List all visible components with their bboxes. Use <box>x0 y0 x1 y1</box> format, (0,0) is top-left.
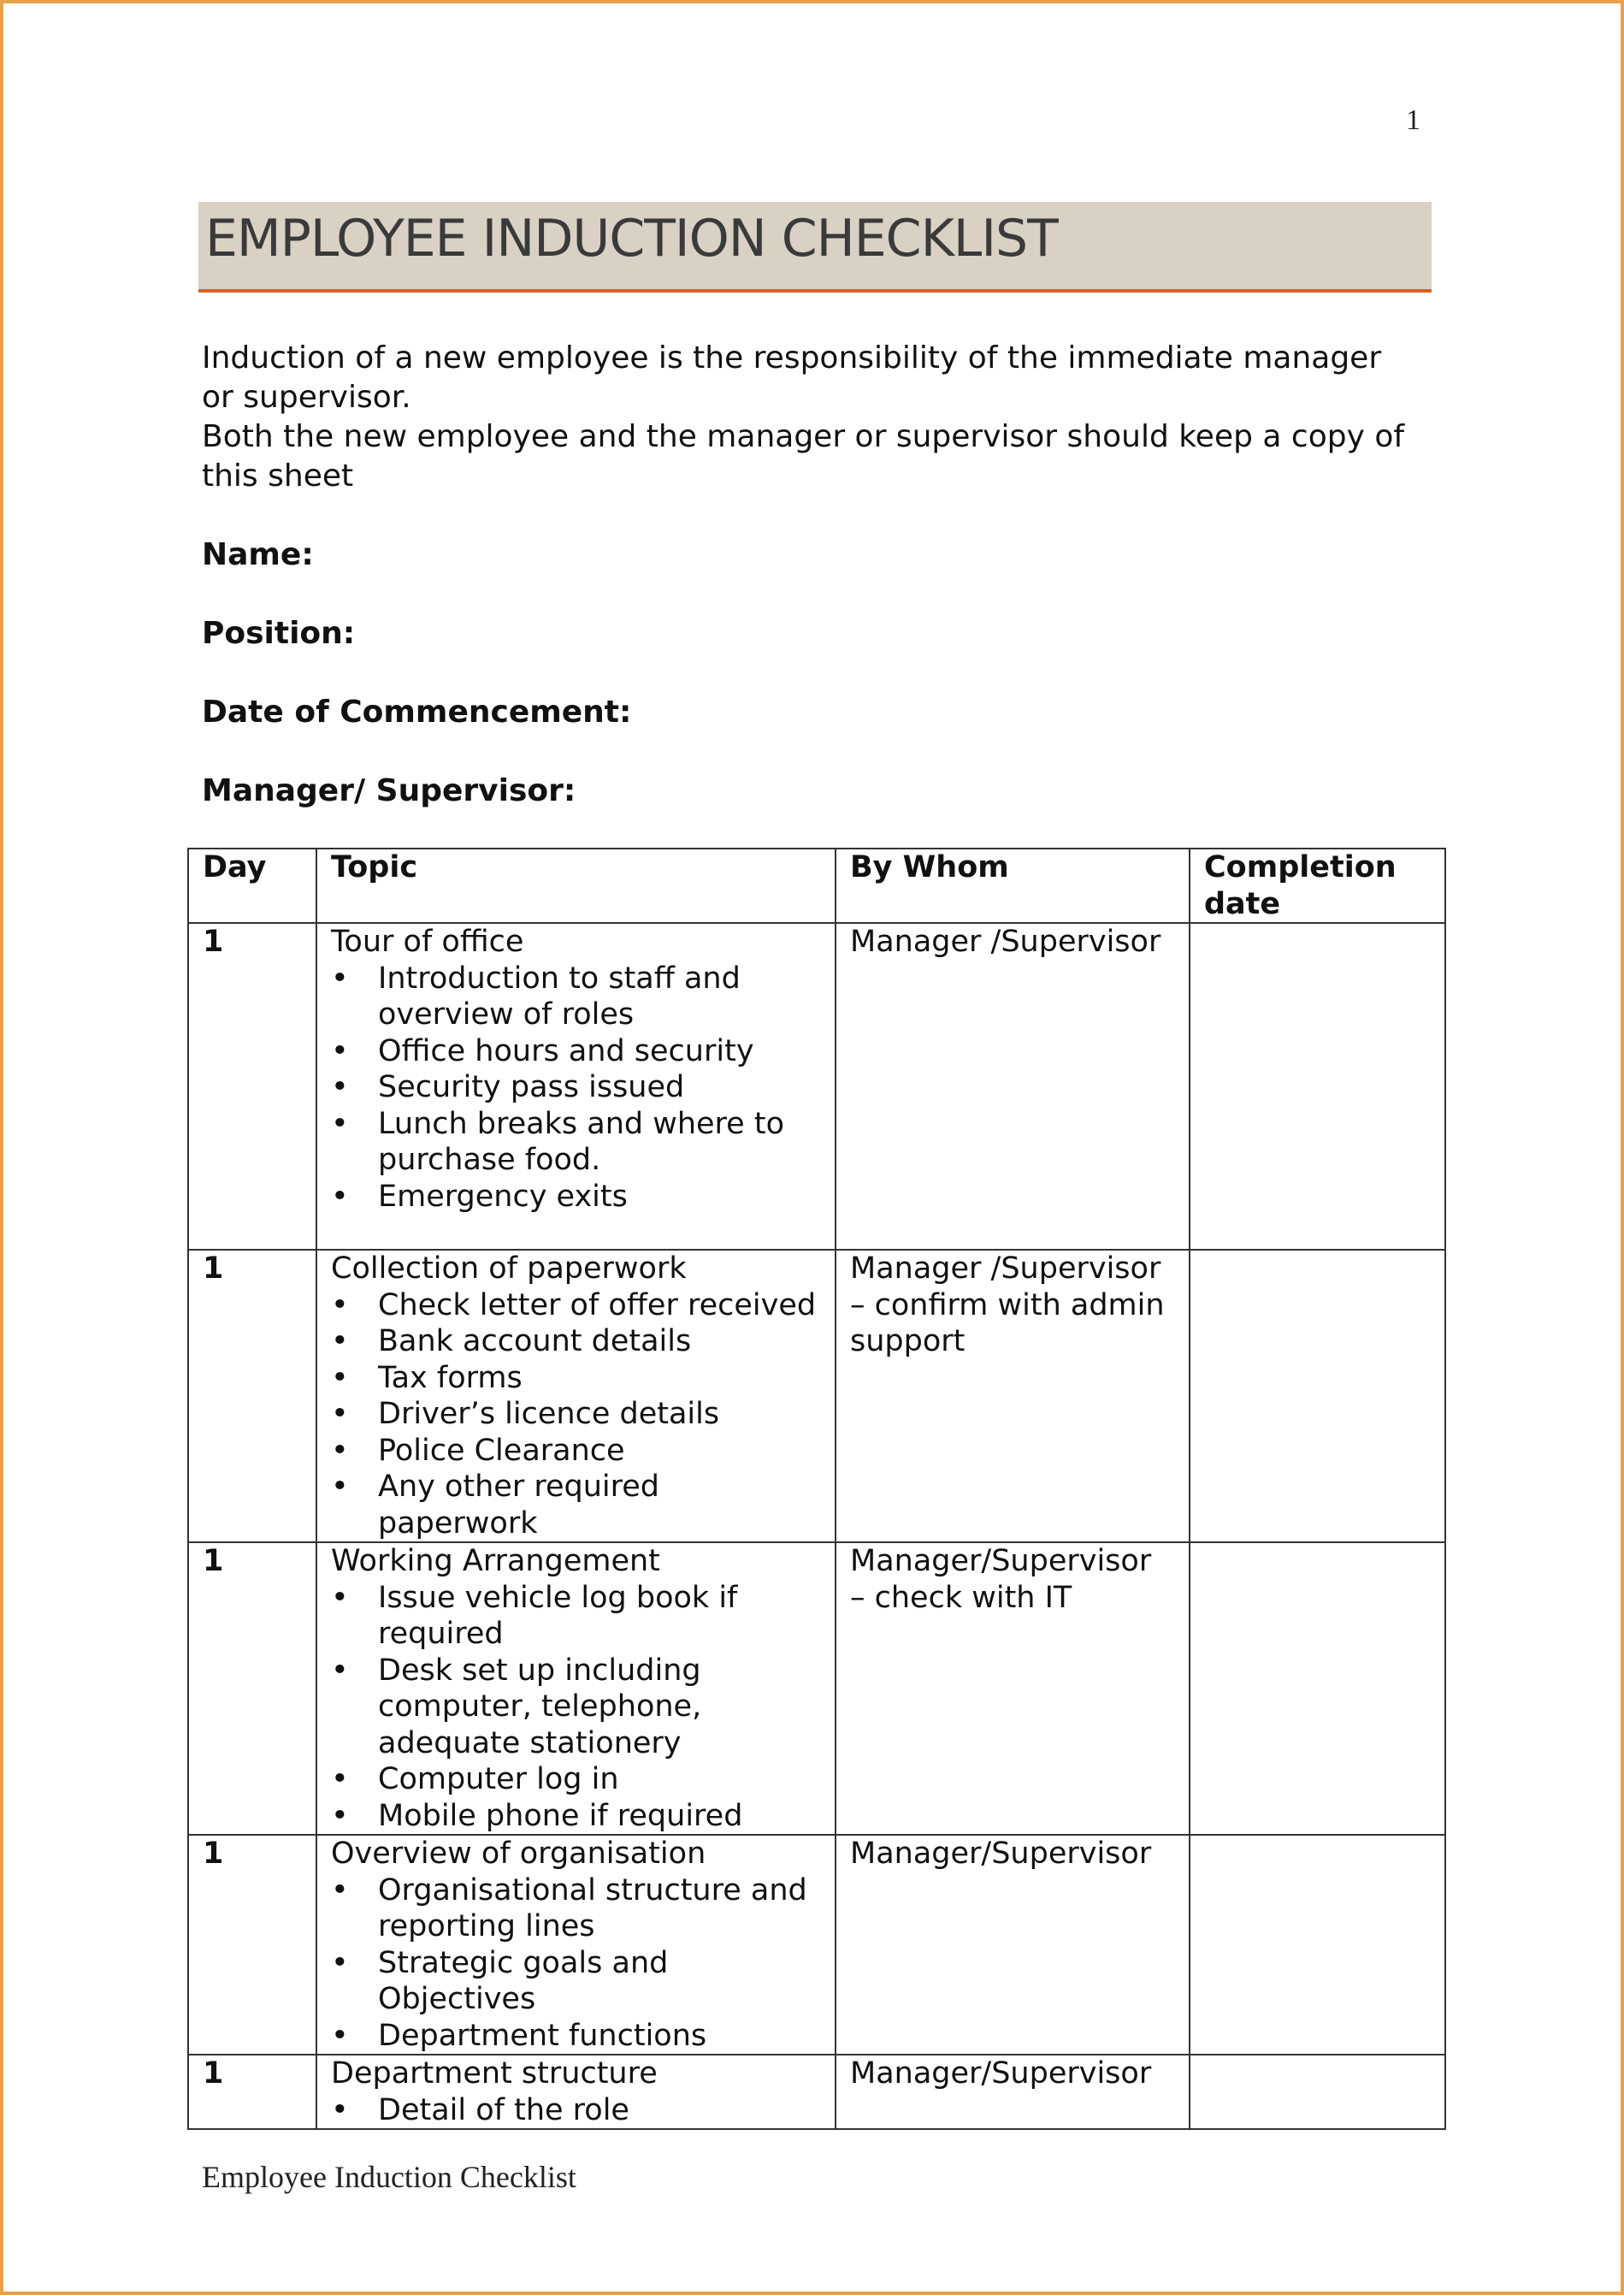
topic-cell <box>316 1835 836 2055</box>
list-item: • Desk set up including computer, telephone, adequate stationery <box>331 1653 702 1760</box>
list-item: • Emergency exits <box>331 1179 628 1214</box>
intro-paragraph-2: Both the new employee and the manager or supervisor should keep a copy of this sheet <box>202 419 1405 494</box>
header-by-whom: By Whom <box>836 849 1190 923</box>
topic-cell <box>316 1542 836 1835</box>
bullet-icon: • <box>331 1433 349 1468</box>
table-header-row <box>188 849 1445 923</box>
position-field-label: Position: <box>202 616 356 651</box>
topic-bullet-list <box>331 961 821 1216</box>
completion-date-cell[interactable] <box>1190 1835 1445 2055</box>
bullet-icon: • <box>331 1872 349 1908</box>
completion-date-cell[interactable] <box>1190 923 1445 1250</box>
bullet-icon: • <box>331 1033 349 1068</box>
list-item: • Mobile phone if required <box>331 1798 743 1833</box>
list-item: • Introduction to staff and overview of roles <box>331 961 741 1032</box>
list-item: • Any other required paperwork <box>331 1470 659 1541</box>
list-item: • Tax forms <box>331 1360 523 1395</box>
by-whom-cell: Manager/Supervisor – check with IT <box>836 1542 1190 1835</box>
bullet-icon: • <box>331 1179 349 1214</box>
list-item: • Security pass issued <box>331 1070 685 1104</box>
list-item: • Lunch breaks and where to purchase food. <box>331 1106 784 1177</box>
topic-bullet-list <box>331 1872 821 2055</box>
table-row <box>188 923 1445 1250</box>
day-cell: 1 <box>188 1542 316 1835</box>
header-topic: Topic <box>316 849 836 923</box>
induction-checklist-table <box>187 848 1446 2130</box>
list-item: • Department functions <box>331 2018 707 2053</box>
bullet-icon: • <box>331 1470 349 1504</box>
bullet-icon: • <box>331 1070 349 1104</box>
bullet-icon: • <box>331 1106 349 1141</box>
name-field-label: Name: <box>202 537 314 572</box>
list-item: • Computer log in <box>331 1762 619 1796</box>
table-row <box>188 2055 1445 2129</box>
bullet-icon: • <box>331 1798 349 1833</box>
bullet-icon: • <box>331 1653 349 1688</box>
bullet-icon: • <box>331 1324 349 1358</box>
manager-supervisor-field-label: Manager/ Supervisor: <box>202 773 576 808</box>
topic-heading: Overview of organisation <box>331 1837 706 1871</box>
page-number: 1 <box>1406 104 1420 136</box>
header-day: Day <box>188 849 316 923</box>
list-item: • Issue vehicle log book if required <box>331 1580 738 1651</box>
completion-date-cell[interactable] <box>1190 1542 1445 1835</box>
by-whom-cell: Manager /Supervisor <box>836 923 1190 1250</box>
bullet-icon: • <box>331 961 349 996</box>
bullet-icon: • <box>331 1360 349 1395</box>
by-whom-cell: Manager/Supervisor <box>836 1835 1190 2055</box>
topic-heading: Collection of paperwork <box>331 1251 687 1286</box>
topic-heading: Department structure <box>331 2056 658 2091</box>
topic-cell <box>316 923 836 1250</box>
bullet-icon: • <box>331 1287 349 1322</box>
list-item: • Bank account details <box>331 1324 692 1358</box>
topic-bullet-list <box>331 1580 821 1835</box>
list-item: • Police Clearance <box>331 1433 625 1468</box>
bullet-icon: • <box>331 1762 349 1796</box>
intro-paragraph-1: Induction of a new employee is the responsibility of the immediate manager or supervisor. <box>202 340 1382 415</box>
page-footer: Employee Induction Checklist <box>202 2160 576 2194</box>
document-title: EMPLOYEE INDUCTION CHECKLIST <box>205 209 1058 269</box>
table-row <box>188 1835 1445 2055</box>
bullet-icon: • <box>331 1945 349 1980</box>
topic-heading: Tour of office <box>331 925 524 959</box>
intro-text <box>202 339 1416 496</box>
day-cell: 1 <box>188 923 316 1250</box>
bullet-icon: • <box>331 1397 349 1431</box>
table-row <box>188 1542 1445 1835</box>
bullet-icon: • <box>331 2092 349 2127</box>
day-cell: 1 <box>188 1250 316 1542</box>
by-whom-cell: Manager /Supervisor – confirm with admin support <box>836 1250 1190 1542</box>
by-whom-cell: Manager/Supervisor <box>836 2055 1190 2129</box>
bullet-icon: • <box>331 2018 349 2053</box>
topic-cell <box>316 2055 836 2129</box>
day-cell: 1 <box>188 1835 316 2055</box>
completion-date-cell[interactable] <box>1190 1250 1445 1542</box>
commencement-date-field-label: Date of Commencement: <box>202 695 632 730</box>
list-item: • Check letter of offer received <box>331 1287 817 1322</box>
topic-bullet-list <box>331 1287 821 1542</box>
bullet-icon: • <box>331 1580 349 1615</box>
title-banner <box>198 202 1432 293</box>
list-item: • Organisational structure and reporting lines <box>331 1872 807 1943</box>
table-row <box>188 1250 1445 1542</box>
topic-bullet-list <box>331 2092 821 2129</box>
header-completion-date: Completion date <box>1190 849 1445 923</box>
list-item: • Driver’s licence details <box>331 1397 720 1431</box>
list-item: • Detail of the role <box>331 2092 629 2127</box>
list-item: • Strategic goals and Objectives <box>331 1945 669 2016</box>
topic-heading: Working Arrangement <box>331 1544 660 1578</box>
list-item: • Office hours and security <box>331 1033 754 1068</box>
day-cell: 1 <box>188 2055 316 2129</box>
topic-cell <box>316 1250 836 1542</box>
completion-date-cell[interactable] <box>1190 2055 1445 2129</box>
